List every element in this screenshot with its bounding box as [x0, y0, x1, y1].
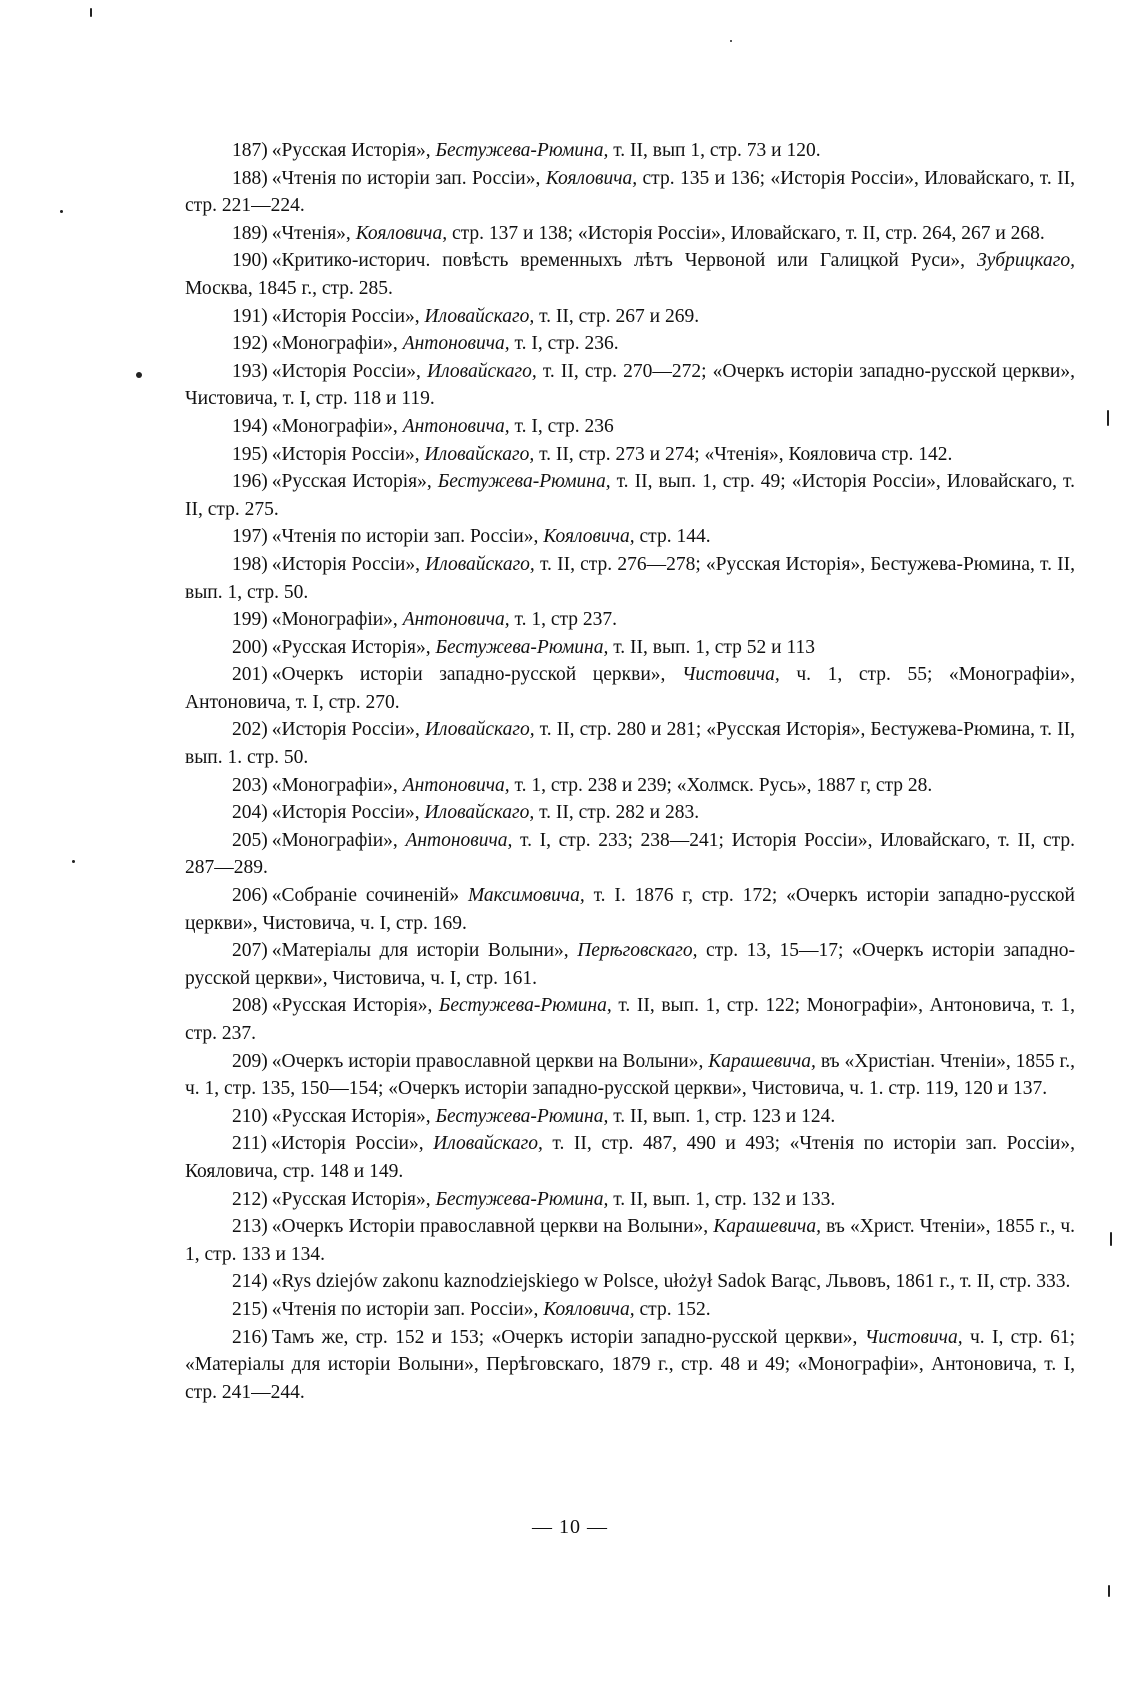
- footnote-author: Иловайскаго,: [427, 360, 537, 382]
- footnote-number: 216): [232, 1326, 268, 1348]
- footnote-author: Чистовича,: [864, 1326, 963, 1348]
- page-number: — 10 —: [532, 1516, 608, 1538]
- footnote-text: «Исторія Россіи»,: [271, 305, 425, 327]
- footnote-number: 196): [232, 471, 268, 493]
- footnote-text-continued: въ «Христіан. Чтеніи», 1855 г., ч. 1, стр. 135, 150—154; «Очеркъ исторіи западно-русской церкви», Чистовича, ч. 1. стр. 119, 120 и 137.: [185, 1050, 1076, 1100]
- footnote-item: [185, 1296, 1075, 1324]
- footnote-author: Кояловича,: [543, 1298, 635, 1320]
- footnote-item: [185, 247, 1075, 302]
- footnote-item: [185, 772, 1075, 800]
- footnote-author: Кояловича,: [355, 222, 448, 244]
- footnote-text-continued: т. II, стр. 280 и 281; «Русская Исторія», Бестужева-Рюмина, т. II, вып. 1. стр. 50.: [185, 719, 1075, 769]
- footnote-text: «Исторія Россіи»,: [271, 553, 426, 575]
- footnote-text: «Русская Исторія»,: [271, 1188, 436, 1210]
- footnote-author: Бестужева-Рюмина,: [438, 995, 612, 1017]
- footnote-number: 211): [232, 1133, 268, 1155]
- footnote-text-continued: т. II, стр. 276—278; «Русская Исторія», Бестужева-Рюмина, т. II, вып. 1, стр. 50.: [185, 553, 1075, 603]
- footnote-list: [185, 137, 1075, 1406]
- footnote-number: 208): [232, 995, 268, 1017]
- footnote-author: Иловайскаго,: [424, 719, 535, 741]
- footnote-item: [185, 1048, 1075, 1103]
- footnote-text-continued: т. II, вып. 1, стр. 49; «Исторія Россіи», Иловайскаго, т. II, стр. 275.: [185, 471, 1075, 520]
- footnote-text: Тамъ же, стр. 152 и 153; «Очеркъ исторіи западно-русской церкви»,: [271, 1326, 865, 1348]
- footnote-number: 190): [232, 250, 268, 272]
- footnote-item: [185, 937, 1075, 992]
- scan-speck: [90, 8, 92, 17]
- footnote-item: [185, 413, 1075, 441]
- footnote-text-continued: стр. 135 и 136; «Исторія Россіи», Иловайскаго, т. II, стр. 221—224.: [185, 167, 1075, 217]
- footnote-item: [185, 220, 1075, 248]
- scan-speck: [1107, 410, 1109, 426]
- footnote-text-continued: стр. 137 и 138; «Исторія Россіи», Иловайскаго, т. II, стр. 264, 267 и 268.: [447, 222, 1045, 244]
- footnote-number: 204): [232, 802, 268, 824]
- footnote-author: Бестужева-Рюмина,: [435, 140, 609, 161]
- footnote-item: [185, 137, 1075, 165]
- footnote-number: 201): [232, 664, 268, 686]
- footnote-item: [185, 523, 1075, 551]
- footnote-text: «Монографіи»,: [271, 829, 406, 851]
- footnote-text: «Очеркъ Исторіи православной церкви на Волыни»,: [271, 1216, 714, 1238]
- footnote-item: [185, 827, 1075, 882]
- footnote-text-continued: т. II, вып 1, стр. 73 и 120.: [608, 140, 821, 161]
- scan-speck: [1110, 1232, 1112, 1246]
- scan-speck: [1108, 1585, 1110, 1597]
- footnote-number: 199): [232, 609, 268, 631]
- footnote-text-continued: т. 1, стр. 238 и 239; «Холмск. Русь», 1887 г, стр 28.: [509, 774, 933, 796]
- footnote-text: «Русская Исторія»,: [271, 140, 436, 161]
- footnote-text: «Rys dziejów zakonu kaznodziejskiego w Polsce, ułożył Sadok Barąc, Львовъ, 1861 г., т. II, стр. 333.: [271, 1271, 1071, 1293]
- footnote-number: 212): [232, 1188, 268, 1210]
- footnote-text-continued: т. II, стр. 282 и 283.: [534, 802, 700, 824]
- footnote-text-continued: т. II, вып. 1, стр 52 и 113: [608, 636, 815, 658]
- footnote-text-continued: т. II, стр. 487, 490 и 493; «Чтенія по исторіи зап. Россіи», Кояловича, стр. 148 и 149.: [185, 1133, 1075, 1182]
- footnote-text: «Исторія Россіи»,: [271, 1133, 434, 1155]
- footnote-text: «Русская Исторія»,: [271, 471, 438, 493]
- footnote-author: Антоновича,: [402, 415, 510, 437]
- footnote-text: «Русская Исторія»,: [271, 636, 436, 658]
- footnote-number: 203): [232, 774, 268, 796]
- footnote-text-continued: т. I, стр. 236.: [509, 333, 619, 355]
- footnote-text: «Монографіи»,: [271, 609, 403, 631]
- footnote-author: Перѣговскаго,: [577, 940, 698, 962]
- footnote-text-continued: т. I, стр. 233; 238—241; Исторія Россіи», Иловайскаго, т. II, стр. 287—289.: [185, 829, 1075, 879]
- footnote-text: «Русская Исторія»,: [271, 1105, 436, 1127]
- footnote-item: [185, 165, 1075, 220]
- footnote-text-continued: стр. 144.: [634, 526, 711, 548]
- footnote-text: «Исторія Россіи»,: [271, 719, 425, 741]
- footnote-text-continued: т. II, вып. 1, стр. 123 и 124.: [608, 1105, 836, 1127]
- footnote-number: 213): [232, 1216, 268, 1238]
- footnote-author: Иловайскаго,: [424, 305, 535, 327]
- footnote-author: Бестужева-Рюмина,: [437, 471, 611, 493]
- footnote-text-continued: т. I. 1876 г, стр. 172; «Очеркъ исторіи западно-русской церкви», Чистовича, ч. I, стр. 169.: [185, 885, 1075, 934]
- footnote-text-continued: т. II, вып. 1, стр. 132 и 133.: [608, 1188, 836, 1210]
- footnote-item: [185, 1186, 1075, 1214]
- footnote-text: «Очеркъ исторіи западно-русской церкви»,: [271, 664, 682, 686]
- footnote-text: «Собраніе сочиненій»: [271, 885, 468, 907]
- footnote-author: Зубрицкаго,: [977, 250, 1075, 272]
- footnote-author: Бестужева-Рюмина,: [435, 1188, 609, 1210]
- footnote-number: 193): [232, 360, 268, 382]
- footnote-author: Бестужева-Рюмина,: [435, 636, 609, 658]
- footnote-text-continued: т. I, стр. 236: [509, 415, 614, 437]
- footnote-number: 202): [232, 719, 268, 741]
- footnote-text-continued: т. II, стр. 267 и 269.: [534, 305, 700, 327]
- footnote-item: [185, 1103, 1075, 1131]
- footnote-number: 200): [232, 636, 268, 658]
- footnote-item: [185, 551, 1075, 606]
- footnote-text-continued: т. II, вып. 1, стр. 122; Монографіи», Антоновича, т. 1, стр. 237.: [185, 995, 1075, 1044]
- footnote-text-continued: т. II, стр. 273 и 274; «Чтенія», Кояловича стр. 142.: [534, 443, 953, 465]
- footnote-text-continued: ч. I, стр. 61; «Матеріалы для исторіи Волыни», Перѣговскаго, 1879 г., стр. 48 и 49; «Монографіи», Антоновича, т. I, стр. 241—244.: [185, 1326, 1075, 1403]
- footnote-number: 189): [232, 222, 268, 244]
- footnote-item: [185, 1268, 1075, 1296]
- footnote-author: Антоновича,: [405, 829, 513, 851]
- footnote-author: Чистовича,: [681, 664, 780, 686]
- footnote-number: 187): [232, 140, 268, 161]
- footnote-author: Карашевича,: [713, 1216, 821, 1238]
- footnote-number: 198): [232, 553, 268, 575]
- footnote-item: [185, 1213, 1075, 1268]
- footnote-number: 206): [232, 885, 268, 907]
- footnote-item: [185, 1130, 1075, 1185]
- footnote-author: Антоновича,: [402, 333, 510, 355]
- footnote-item: [185, 1324, 1075, 1407]
- footnote-text-continued: въ «Христ. Чтеніи», 1855 г., ч. 1, стр. 133 и 134.: [185, 1216, 1076, 1265]
- scan-speck: [72, 860, 75, 863]
- footnote-number: 194): [232, 415, 268, 437]
- footnote-text: «Исторія Россіи»,: [271, 443, 425, 465]
- footnote-item: [185, 468, 1075, 523]
- footnote-author: Иловайскаго,: [433, 1133, 543, 1155]
- footnote-item: [185, 799, 1075, 827]
- footnote-author: Кояловича,: [543, 526, 635, 548]
- footnote-number: 195): [232, 443, 268, 465]
- scan-speck: [136, 372, 142, 378]
- footnote-number: 214): [232, 1271, 268, 1293]
- footnote-text: «Чтенія по исторіи зап. Россіи»,: [271, 526, 544, 548]
- footnote-text: «Монографіи»,: [271, 774, 403, 796]
- footnote-text: «Чтенія»,: [271, 222, 356, 244]
- scan-speck: [730, 40, 732, 42]
- footnote-text-continued: стр. 152.: [634, 1298, 711, 1320]
- footnote-text-continued: ч. 1, стр. 55; «Монографіи», Антоновича, т. I, стр. 270.: [185, 664, 1075, 713]
- footnote-author: Максимовича,: [467, 885, 585, 907]
- footnote-author: Антоновича,: [402, 774, 510, 796]
- footnote-item: [185, 358, 1075, 413]
- footnote-number: 188): [232, 167, 268, 189]
- footnote-text: «Матеріалы для исторіи Волыни»,: [271, 940, 578, 962]
- footnote-text: «Чтенія по исторіи зап. Россіи»,: [271, 167, 546, 189]
- footnote-author: Карашевича,: [708, 1050, 816, 1072]
- footnote-number: 207): [232, 940, 268, 962]
- footnote-item: [185, 716, 1075, 771]
- footnote-number: 192): [232, 333, 268, 355]
- footnote-author: Кояловича,: [545, 167, 638, 189]
- footnote-item: [185, 303, 1075, 331]
- footnote-text-continued: стр. 13, 15—17; «Очеркъ исторіи западно-русской церкви», Чистовича, ч. I, стр. 161.: [185, 940, 1076, 989]
- footnote-author: Антоновича,: [402, 609, 510, 631]
- footnote-number: 215): [232, 1298, 268, 1320]
- scan-speck: [60, 210, 63, 213]
- footnote-text-continued: т. II, стр. 270—272; «Очеркъ исторіи западно-русской церкви», Чистовича, т. I, стр. 118 и 119.: [185, 360, 1075, 410]
- footnote-number: 197): [232, 526, 268, 548]
- footnote-text: «Исторія Россіи»,: [271, 360, 428, 382]
- footnote-text: «Чтенія по исторіи зап. Россіи»,: [271, 1298, 544, 1320]
- footnote-text: «Критико-историч. повѣсть временныхъ лѣтъ Червоной или Галицкой Руси»,: [271, 250, 977, 272]
- footnote-author: Иловайскаго,: [424, 443, 535, 465]
- footnote-author: Иловайскаго,: [425, 553, 535, 575]
- footnote-author: Иловайскаго,: [424, 802, 535, 824]
- footnote-text: «Исторія Россіи»,: [271, 802, 425, 824]
- footnote-item: [185, 330, 1075, 358]
- footnote-text: «Очеркъ исторіи православной церкви на Волыни»,: [271, 1050, 709, 1072]
- footnote-number: 210): [232, 1105, 268, 1127]
- footnote-item: [185, 606, 1075, 634]
- footnote-item: [185, 634, 1075, 662]
- footnote-number: 205): [232, 829, 268, 851]
- footnote-item: [185, 882, 1075, 937]
- footnote-item: [185, 992, 1075, 1047]
- footnote-number: 209): [232, 1050, 268, 1072]
- footnote-author: Бестужева-Рюмина,: [435, 1105, 609, 1127]
- footnote-text: «Монографіи»,: [271, 415, 403, 437]
- footnote-text: «Монографіи»,: [271, 333, 403, 355]
- footnote-item: [185, 661, 1075, 716]
- footnote-number: 191): [232, 305, 268, 327]
- footnote-text-continued: т. 1, стр 237.: [509, 609, 618, 631]
- footnote-item: [185, 441, 1075, 469]
- footnote-text-continued: Москва, 1845 г., стр. 285.: [185, 277, 393, 299]
- footnote-text: «Русская Исторія»,: [271, 995, 439, 1017]
